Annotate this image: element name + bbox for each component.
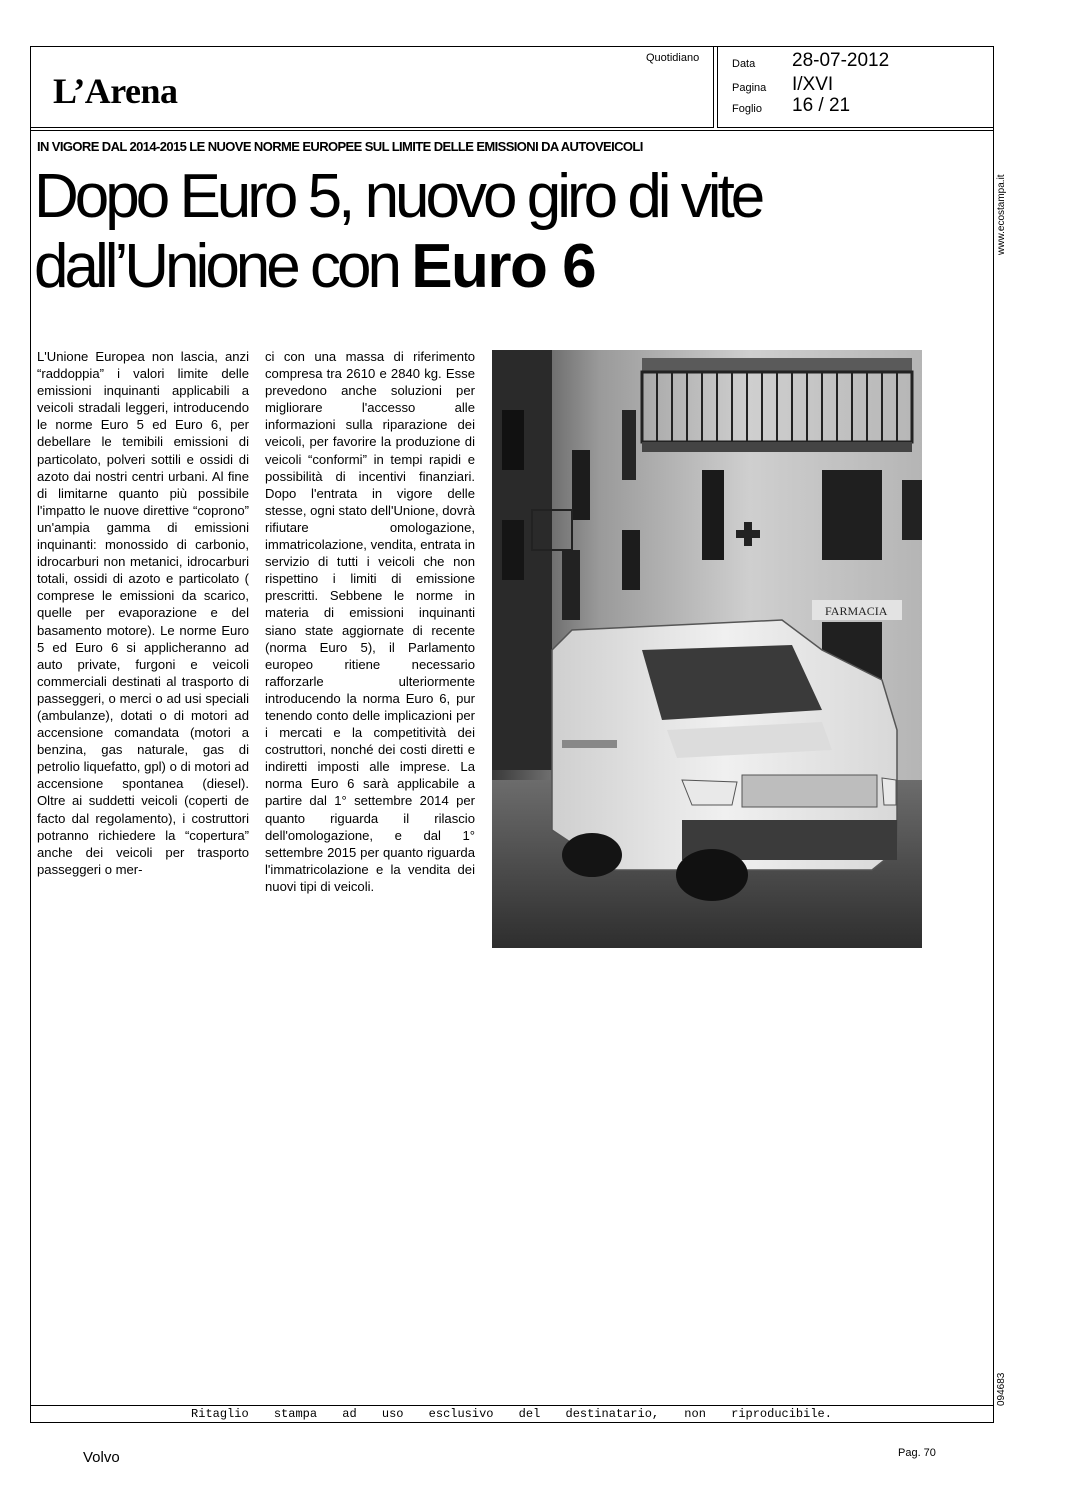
foglio-value: 16 / 21	[792, 95, 851, 116]
data-value: 28-07-2012	[792, 50, 890, 71]
headline-bold: Euro 6	[411, 232, 596, 301]
article-column-1: L'Unione Europea non lascia, anzi “raddoppia” i valori limite delle emissioni inquinanti applicabili a veicoli stradali leggeri, introducendo le norme Euro 5 ed Euro 6, per debellare le temibili emissioni di particolato, polveri sottili e ossidi di azoto dai nostri centri urbani. Al fine di limitarne quanto più possibile l'impatto le nuove direttive “coprono” un'ampia gamma di emissioni inquinanti: monossido di carbonio, idrocarburi non metanici, idrocarburi totali, ossidi di azoto e particolato ( comprese le emissioni da scarico, quelle per evaporazione e del basamento motore). Le norme Euro 5 ed Euro 6 si applicheranno ad auto private, furgoni e veicoli commerciali destinati al trasporto di passeggeri, o merci o ad usi speciali (ambulanze), dotati o di motori ad accensione comandata (motori a benzina, gas naturale, gas di petrolio liquefatto, gpl) o di motori ad accensione spontanea (diesel). Oltre ai suddetti veicoli (coperti de facto dal regolamento), i costruttori potranno richiedere la “copertura” anche dei veicoli per trasporto passeggeri o mer-	[37, 349, 249, 877]
newspaper-logo: L’Arena	[53, 71, 178, 111]
article-headline	[34, 162, 761, 302]
van	[552, 620, 897, 901]
copyright-disclaimer: Ritaglio stampa ad uso esclusivo del destinatario, non riproducibile.	[191, 1407, 832, 1421]
archive-code: 094683	[996, 1372, 1007, 1406]
foglio-label: Foglio	[732, 103, 762, 115]
page-number: Pag. 70	[898, 1447, 936, 1459]
pharmacy-sign: FARMACIA	[825, 604, 888, 618]
publication-type: Quotidiano	[646, 52, 700, 64]
article-kicker: IN VIGORE DAL 2014-2015 LE NUOVE NORME EUROPEE SUL LIMITE DELLE EMISSIONI DA AUTOVEICOLI	[37, 139, 643, 154]
van-photo	[492, 350, 922, 948]
article-column-2: ci con una massa di riferimento compresa tra 2610 e 2840 kg. Esse prevedono anche soluzioni per migliorare l'accesso alle informazioni sulla riparazione dei veicoli, per favorire la produzione di veicoli “conformi” in tempi rapidi e possibilità di incentivi finanziari. Dopo l'entrata in vigore delle stesse, ogni stato dell'Unione, dovrà rifiutare omologazione, immatricolazione, vendita, entrata in servizio di tutti i veicoli che non rispettino i limiti di emissione prescritti. Sebbene le norme in materia di emissioni inquinanti siano state aggiornate di recente (norma Euro 5), il Parlamento europeo ritiene necessario rafforzarle ulteriormente introducendo la norma Euro 6, pur tenendo conto delle implicazioni per i mercati e la competitività dei costruttori, nonché dei costi diretti e indiretti imposti alle imprese. La norma Euro 6 sarà applicabile a partire dal 1° settembre 2014 per quanto riguarda il rilascio dell'omologazione, e dal 1° settembre 2015 per quanto riguarda l'immatricolazione e la vendita dei nuovi tipi di veicoli.	[265, 349, 475, 894]
client-name: Volvo	[83, 1449, 120, 1466]
header-divider	[31, 130, 993, 131]
headline-line-1: Dopo Euro 5, nuovo giro di vite	[34, 162, 762, 231]
data-label: Data	[732, 58, 756, 70]
pagina-value: I/XVI	[792, 74, 834, 95]
footer-divider	[31, 1405, 993, 1406]
website-side-text: www.ecostampa.it	[996, 174, 1007, 255]
headline-line-2: dall’Unione con	[34, 232, 412, 301]
pagina-label: Pagina	[732, 82, 767, 94]
